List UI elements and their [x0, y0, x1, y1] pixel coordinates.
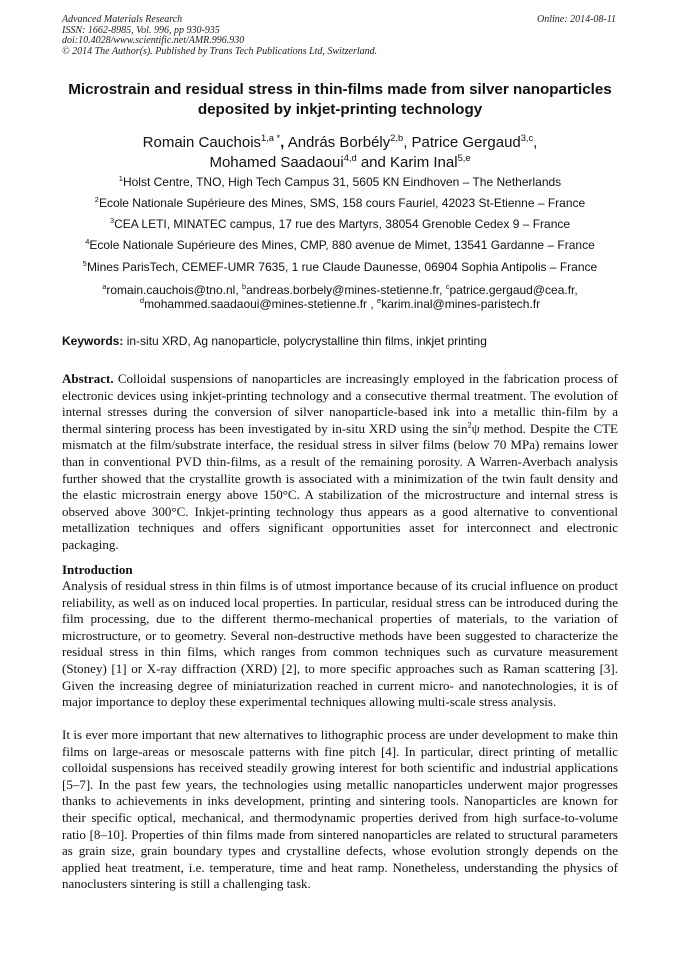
abstract	[62, 371, 618, 554]
email-sup: b	[241, 282, 247, 291]
email-block	[62, 283, 618, 311]
affiliation	[62, 175, 618, 189]
email-address[interactable]: karim.inal@mines-paristech.fr	[381, 297, 541, 311]
affiliation	[62, 260, 618, 274]
author-name: Patrice Gergaud	[411, 134, 521, 151]
author-name: Romain Cauchois	[142, 134, 262, 151]
author-list	[62, 133, 618, 172]
affiliation	[62, 238, 618, 252]
author-line-1	[62, 133, 618, 153]
affiliation-number: 1	[118, 174, 123, 183]
email-sup: d	[139, 296, 145, 305]
author-separator: ,	[280, 134, 285, 151]
author-sup: 4,d	[343, 152, 357, 163]
affiliation-text: CEA LETI, MINATEC campus, 17 rue des Martyrs, 38054 Grenoble Cedex 9 – France	[114, 217, 571, 231]
affiliation-number: 2	[94, 195, 99, 204]
author-separator: and	[360, 153, 386, 171]
affiliation-text: Ecole Nationale Supérieure des Mines, CMP, 880 avenue de Mimet, 13541 Gardanne – France	[89, 238, 595, 252]
affiliation-text: Holst Centre, TNO, High Tech Campus 31, 5605 KN Eindhoven – The Netherlands	[122, 175, 562, 189]
author-name: Mohamed Saadaoui	[209, 153, 344, 171]
email-address[interactable]: andreas.borbely@mines-stetienne.fr	[246, 283, 440, 297]
body-paragraph: It is ever more important that new alternatives to lithographic process are under development to make thin films on large-areas or mesoscale patterns with fine pitch [4]. In particular, direct printing of metallic colloidal suspensions has received steadily growing interest for both scientific and industrial applications [5–7]. In the past few years, the technologies using metallic nanoparticles underwent major progresses thanks to achievements in inks development, printing and sintering tools. Nanoparticles are known for their specific optical, mechanical, and thermodynamic properties derived from high surface-to-volume ratio [8–10]. Properties of thin films made from sintered nanoparticles are related to structural parameters as grain size, grain boundary types and crystalline defects, whose evolution strongly depends on the applied heat treatment, i.e. temperature, time and heat ramp. Nonetheless, understanding the physics of nanoclusters sintering is still a challenging task.	[62, 727, 618, 892]
keywords-label: Keywords:	[62, 334, 124, 348]
body-paragraph: Analysis of residual stress in thin films is of utmost importance because of its crucial influence on product reliability, as well as on induced local properties. In particular, residual stress can be introduced during the film processing, due to the different thermo-mechanical properties of materials, to the variation of microstructure, or to geometry. Several non-destructive methods have been suggested to characterize the residual stress in thin films, which ranges from common techniques such as curvature measurement (Stoney) [1] or X-ray diffraction (XRD) [2], to more specific approaches such as Raman scattering [3]. Given the increasing degree of miniaturization reached in current micro- and nanotechnologies, it is of major importance to deploy these experimental techniques allowing multi-scale stress analysis.	[62, 578, 618, 710]
email-sup: c	[445, 282, 450, 291]
doi-line: doi:10.4028/www.scientific.net/AMR.996.930	[62, 35, 245, 46]
abstract-text-part1: Colloidal suspensions of nanoparticles are increasingly employed in the fabrication process of electronic devices using inkjet-printing technology and a consecutive thermal treatment. The evolution of internal stresses during the conversion of silver nanoparticle-based ink into a metallic thin-film by a thermal sintering process has been investigated by in-situ XRD using the sin	[62, 371, 619, 436]
email-address[interactable]: mohammed.saadaoui@mines-stetienne.fr	[144, 297, 368, 311]
affiliation-text: Ecole Nationale Supérieure des Mines, SMS, 158 cours Fauriel, 42023 St-Etienne – France	[98, 196, 586, 210]
keywords	[62, 334, 618, 348]
journal-header	[62, 15, 618, 57]
email-address[interactable]: patrice.gergaud@cea.fr	[449, 283, 575, 297]
author-sup: 3,c	[520, 133, 534, 143]
affiliation-text: Mines ParisTech, CEMEF-UMR 7635, 1 rue Claude Daunesse, 06904 Sophia Antipolis – France	[86, 260, 598, 274]
affiliation	[62, 217, 618, 231]
abstract-text-part2: ψ method. Despite the CTE mismatch at the film/substrate interface, the residual stress in silver films (below 70 MPa) remains lower than in conventional PVD thin-films, as a result of the remaining porosity. A Warren-Averbach analysis further showed that the crystallite growth is associated with a minimization of the twin fault density and the elastic microstrain energy above 150°C. A stabilization of the microstructure and internal stress is observed above 300°C. Inkjet-printing technology thus appears as a good alternative to conventional metallization techniques and offers significant opportunities asset for interconnect and electronic packaging.	[62, 420, 619, 552]
affiliation-number: 4	[85, 237, 90, 246]
keywords-text: in-situ XRD, Ag nanoparticle, polycrystalline thin films, inkjet printing	[126, 334, 487, 348]
copyright-line: © 2014 The Author(s). Published by Trans Tech Publications Ltd, Switzerland.	[62, 45, 378, 57]
abstract-superscript: 2	[467, 420, 472, 430]
author-sup: 5,e	[457, 152, 471, 163]
issn-line: ISSN: 1662-8985, Vol. 996, pp 930-935	[62, 24, 220, 36]
email-address[interactable]: romain.cauchois@tno.nl	[106, 283, 236, 297]
abstract-label: Abstract.	[62, 371, 114, 386]
author-sup: 1,a *	[261, 133, 281, 143]
section-heading: Introduction	[62, 562, 133, 577]
email-line-1: $^a$romain.cauchois@tno.nl, $^b$andreas.borbely@mines-stetienne.fr, $^c$patrice.gergaud@cea.fr,	[102, 282, 578, 297]
affiliation-number: 3	[109, 216, 115, 225]
online-date: Online: 2014-08-11	[537, 14, 616, 25]
journal-name: Advanced Materials Research	[62, 14, 183, 25]
paper-title: Microstrain and residual stress in thin-films made from silver nanoparticles deposited by inkjet-printing technology	[68, 81, 612, 118]
author-sup: 2,b	[390, 133, 404, 143]
email-line-2: $^d$mohammed.saadaoui@mines-stetienne.fr , $^e$karim.inal@mines-paristech.fr	[139, 296, 541, 311]
affiliation-number: 5	[82, 259, 87, 268]
email-sup: e	[377, 296, 382, 305]
author-name: András Borbély	[287, 134, 391, 151]
affiliation	[62, 196, 618, 210]
email-sup: a	[102, 282, 107, 291]
author-separator: ,	[533, 134, 538, 151]
author-separator: ,	[403, 134, 408, 151]
author-line-2	[62, 153, 618, 173]
author-name: Karim Inal	[390, 153, 458, 171]
